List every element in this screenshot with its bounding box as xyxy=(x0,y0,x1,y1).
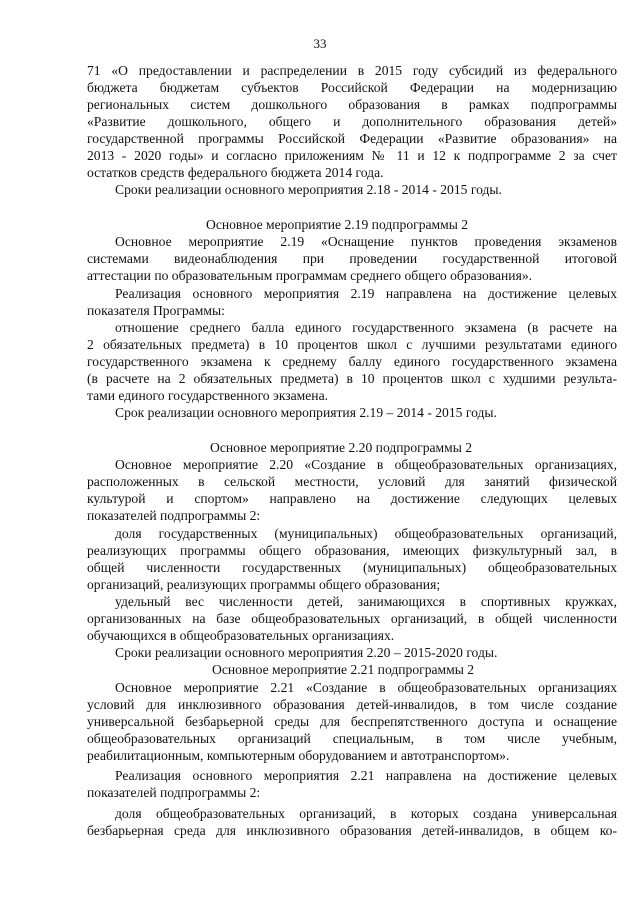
text-line: Основное мероприятие 2.19 «Оснащение пунктов проведения экзаменов xyxy=(115,234,617,249)
text-line: реализующих программы общего образования, имеющих физкультурный зал, в xyxy=(87,543,617,558)
text-line: доля общеобразовательных организаций, в которых создана универсальная xyxy=(115,806,617,821)
text-line: реабилитационным, компьютерным оборудованием и автотранспортом». xyxy=(87,748,510,763)
text-line: Основное мероприятие 2.21 «Создание в общеобразовательных организациях xyxy=(115,680,617,695)
text-line: культурой и спортом» направлено на достижение следующих целевых xyxy=(87,491,617,506)
text-line: аттестации по образовательным программам среднего общего образования». xyxy=(87,268,533,283)
page-number: 33 xyxy=(313,36,327,51)
text-line: показателя Программы: xyxy=(87,303,225,318)
text-line: региональных систем дошкольного образования в рамках подпрограммы xyxy=(87,97,617,112)
text-line: Основное мероприятие 2.20 подпрограммы 2 xyxy=(210,440,473,455)
text-line: показателей подпрограммы 2: xyxy=(87,508,261,523)
text-line: тами единого государственного экзамена. xyxy=(87,388,329,403)
text-line: удельный вес численности детей, занимающихся в спортивных кружках, xyxy=(115,594,617,609)
text-line: 2013 - 2020 годы» и согласно приложениям № 11 и 12 к подпрограмме 2 за счет xyxy=(87,148,617,163)
text-line: общей численности государственных (муниципальных) общеобразовательных xyxy=(87,560,617,575)
text-line: обучающихся в общеобразовательных организациях. xyxy=(87,628,395,643)
text-line: государственного экзамена к среднему баллу единого государственного экзамена xyxy=(87,354,617,369)
text-line: доля государственных (муниципальных) общеобразовательных организаций, xyxy=(115,526,617,541)
text-line: (в расчете на 2 обязательных предмета) в 10 процентов школ с худшими результа- xyxy=(87,371,617,386)
text-line: расположенных в сельской местности, условий для занятий физической xyxy=(87,474,617,489)
text-line: бюджета бюджетам субъектов Российской Федерации на модернизацию xyxy=(87,80,617,95)
text-line: «Развитие дошкольного, общего и дополнительного образования детей» xyxy=(87,114,617,129)
text-line: Реализация основного мероприятия 2.21 направлена на достижение целевых xyxy=(115,768,617,783)
text-line: системами видеонаблюдения при проведении государственной итоговой xyxy=(87,251,617,266)
text-line: организаций, реализующих программы общего образования; xyxy=(87,577,441,592)
text-line: Основное мероприятие 2.20 «Создание в общеобразовательных организациях, xyxy=(115,457,617,472)
text-line: 2 обязательных предмета) в 10 процентов школ с лучшими результатами единого xyxy=(87,337,617,352)
text-line: остатков средств федерального бюджета 2014 года. xyxy=(87,165,384,180)
text-line: общеобразовательных организаций специальным, в том числе учебным, xyxy=(87,731,617,746)
text-line: Основное мероприятие 2.19 подпрограммы 2 xyxy=(206,217,469,232)
text-line: универсальной безбарьерной среды для беспрепятственного доступа и оснащение xyxy=(87,714,617,729)
text-line: 71 «О предоставлении и распределении в 2015 году субсидий из федерального xyxy=(87,63,617,78)
text-line: показателей подпрограммы 2: xyxy=(87,785,261,800)
text-line: организованных на базе общеобразовательных организаций, в общей численности xyxy=(87,611,617,626)
text-line: Срок реализации основного мероприятия 2.19 – 2014 - 2015 годы. xyxy=(115,405,497,420)
text-line: государственной программы Российской Федерации «Развитие образования» на xyxy=(87,131,617,146)
text-line: условий для инклюзивного образования детей-инвалидов, в том числе создание xyxy=(87,697,617,712)
text-line: отношение среднего балла единого государственного экзамена (в расчете на xyxy=(115,320,617,335)
text-line: безбарьерная среда для инклюзивного образования детей-инвалидов, в общем ко- xyxy=(87,823,617,838)
text-line: Сроки реализации основного мероприятия 2.20 – 2015-2020 годы. xyxy=(115,645,498,660)
text-line: Основное мероприятие 2.21 подпрограммы 2 xyxy=(212,662,475,677)
text-line: Сроки реализации основного мероприятия 2.18 - 2014 - 2015 годы. xyxy=(115,182,502,197)
text-line: Реализация основного мероприятия 2.19 направлена на достижение целевых xyxy=(115,286,617,301)
